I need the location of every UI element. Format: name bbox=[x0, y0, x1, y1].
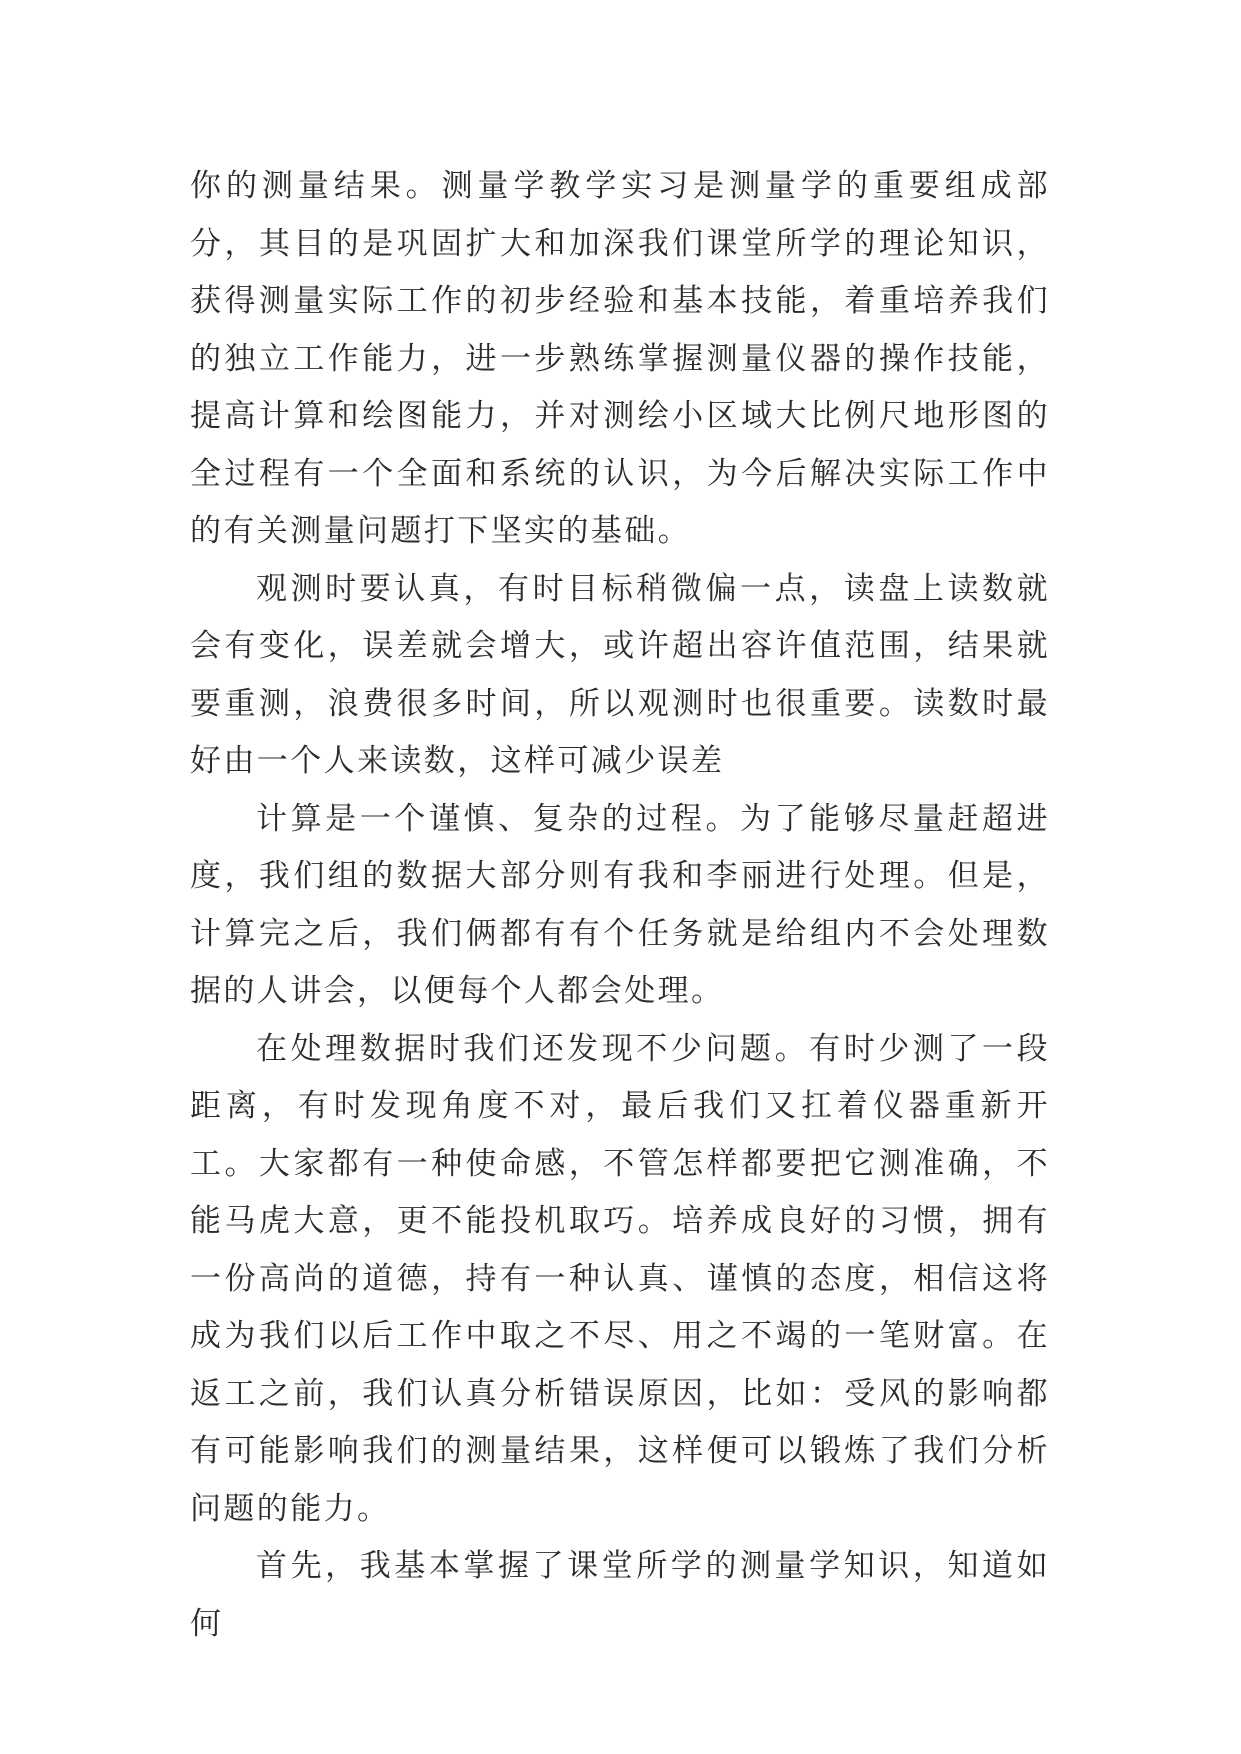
paragraph-2: 观测时要认真，有时目标稍微偏一点，读盘上读数就会有变化，误差就会增大，或许超出容许值范围，结果就要重测，浪费很多时间，所以观测时也很重要。读数时最好由一个人来读数，这样可减少误差 bbox=[190, 570, 1050, 779]
paragraph-5: 首先，我基本掌握了课堂所学的测量学知识，知道如何 bbox=[190, 1548, 1050, 1642]
paragraph-1: 你的测量结果。测量学教学实习是测量学的重要组成部分，其目的是巩固扩大和加深我们课堂所学的理论知识，获得测量实际工作的初步经验和基本技能，着重培养我们的独立工作能力，进一步熟练掌握测量仪器的操作技能，提高计算和绘图能力，并对测绘小区域大比例尺地形图的全过程有一个全面和系统的认识，为今后解决实际工作中的有关测量问题打下坚实的基础。 bbox=[190, 168, 1050, 549]
paragraph-4: 在处理数据时我们还发现不少问题。有时少测了一段距离，有时发现角度不对，最后我们又扛着仪器重新开工。大家都有一种使命感，不管怎样都要把它测准确，不能马虎大意，更不能投机取巧。培养成良好的习惯，拥有一份高尚的道德，持有一种认真、谨慎的态度，相信这将成为我们以后工作中取之不尽、用之不竭的一笔财富。在返工之前，我们认真分析错误原因，比如：受风的影响都有可能影响我们的测量结果，这样便可以锻炼了我们分析问题的能力。 bbox=[190, 1030, 1050, 1527]
body-text bbox=[190, 158, 1050, 1653]
paragraph-3: 计算是一个谨慎、复杂的过程。为了能够尽量赶超进度，我们组的数据大部分则有我和李丽进行处理。但是，计算完之后，我们俩都有有个任务就是给组内不会处理数据的人讲会，以便每个人都会处理。 bbox=[190, 800, 1050, 1009]
